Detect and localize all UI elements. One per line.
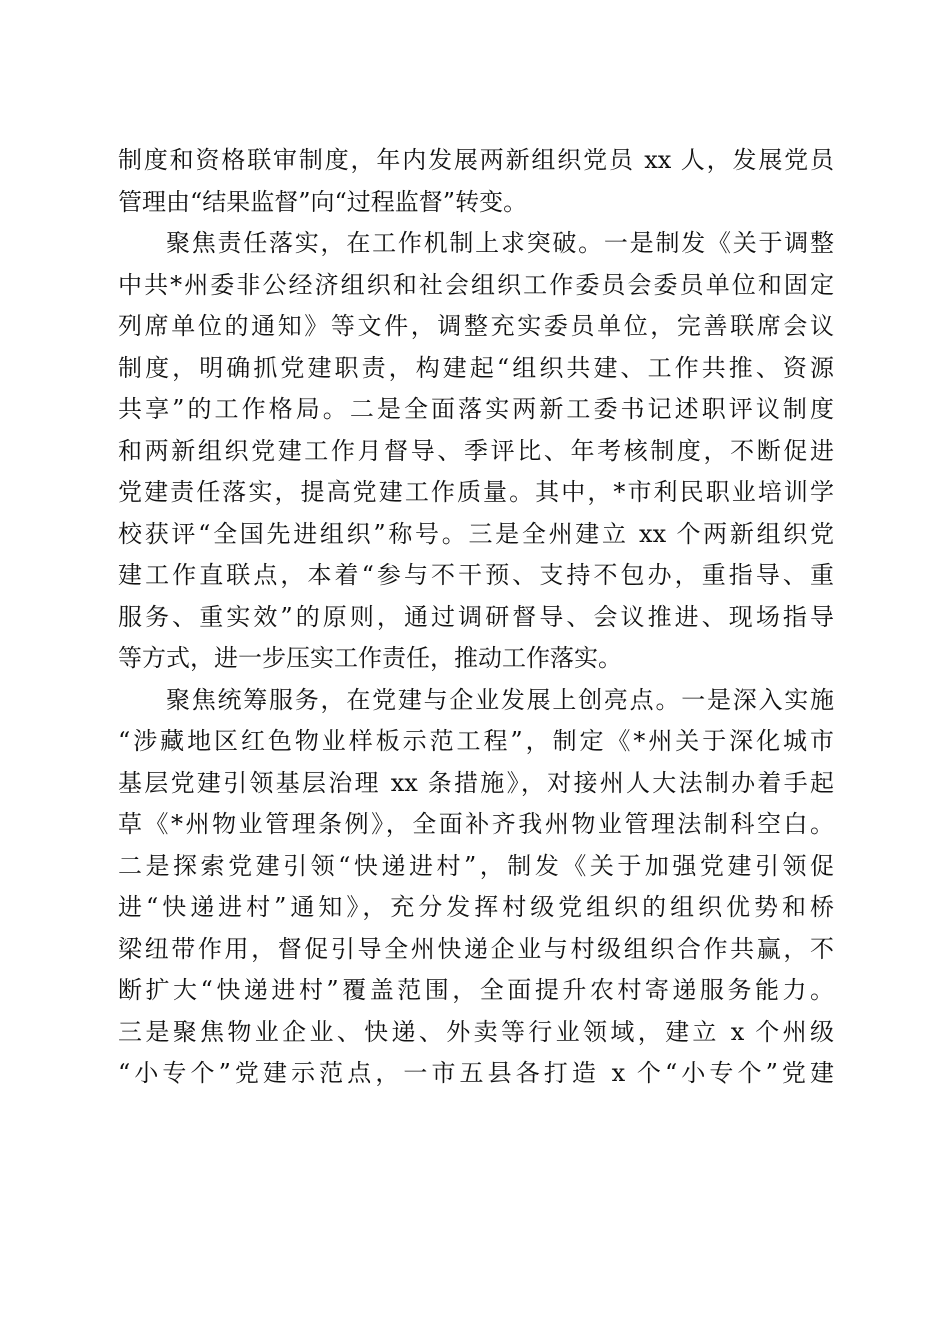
body-text: [118, 140, 834, 1095]
text-line: 管理由“结果监督”向“过程监督”转变。: [118, 187, 528, 216]
text-line: 草《*州物业管理条例》，全面补齐我州物业管理法制科空白。: [118, 810, 834, 838]
text-line: 等方式，进一步压实工作责任，推动工作落实。: [118, 644, 622, 672]
text-line: 党建责任落实，提高党建工作质量。其中，*市利民职业培训学: [118, 478, 834, 506]
paragraph-2: [118, 223, 834, 680]
text-line: “小专个”党建示范点，一市五县各打造 x 个“小专个”党建: [118, 1059, 834, 1087]
text-line: 断扩大“快递进村”覆盖范围，全面提升农村寄递服务能力。: [118, 976, 834, 1004]
text-line: 聚焦责任落实，在工作机制上求突破。一是制发《关于调整: [166, 229, 834, 257]
text-line: 校获评“全国先进组织”称号。三是全州建立 xx 个两新组织党: [118, 519, 834, 548]
paragraph-1: [118, 140, 834, 223]
text-line: 和两新组织党建工作月督导、季评比、年考核制度，不断促进: [118, 436, 834, 465]
text-line: 梁纽带作用，督促引导全州快递企业与村级组织合作共赢，不: [118, 934, 834, 963]
text-line: “涉藏地区红色物业样板示范工程”，制定《*州关于深化城市: [118, 727, 834, 755]
text-line: 中共*州委非公经济组织和社会组织工作委员会委员单位和固定: [118, 270, 834, 299]
text-line: 列席单位的通知》等文件，调整充实委员单位，完善联席会议: [118, 312, 834, 340]
text-line: 基层党建引领基层治理 xx 条措施》，对接州人大法制办着手起: [118, 768, 834, 797]
text-line: 三是聚焦物业企业、快递、外卖等行业领域，建立 x 个州级: [118, 1017, 834, 1046]
text-line: 建工作直联点，本着“参与不干预、支持不包办，重指导、重: [118, 561, 834, 589]
text-line: 制度，明确抓党建职责，构建起“组织共建、工作共推、资源: [118, 353, 834, 382]
paragraph-3: [118, 680, 834, 1095]
text-line: 共享”的工作格局。二是全面落实两新工委书记述职评议制度: [118, 395, 834, 423]
text-line: 服务、重实效”的原则，通过调研督导、会议推进、现场指导: [118, 602, 834, 631]
text-line: 二是探索党建引领“快递进村”，制发《关于加强党建引领促: [118, 851, 834, 880]
text-line: 制度和资格联审制度，年内发展两新组织党员 xx 人，发展党员: [118, 146, 834, 174]
text-line: 聚焦统筹服务，在党建与企业发展上创亮点。一是深入实施: [166, 685, 834, 714]
text-line: 进“快递进村”通知》，充分发挥村级党组织的组织优势和桥: [118, 893, 834, 921]
